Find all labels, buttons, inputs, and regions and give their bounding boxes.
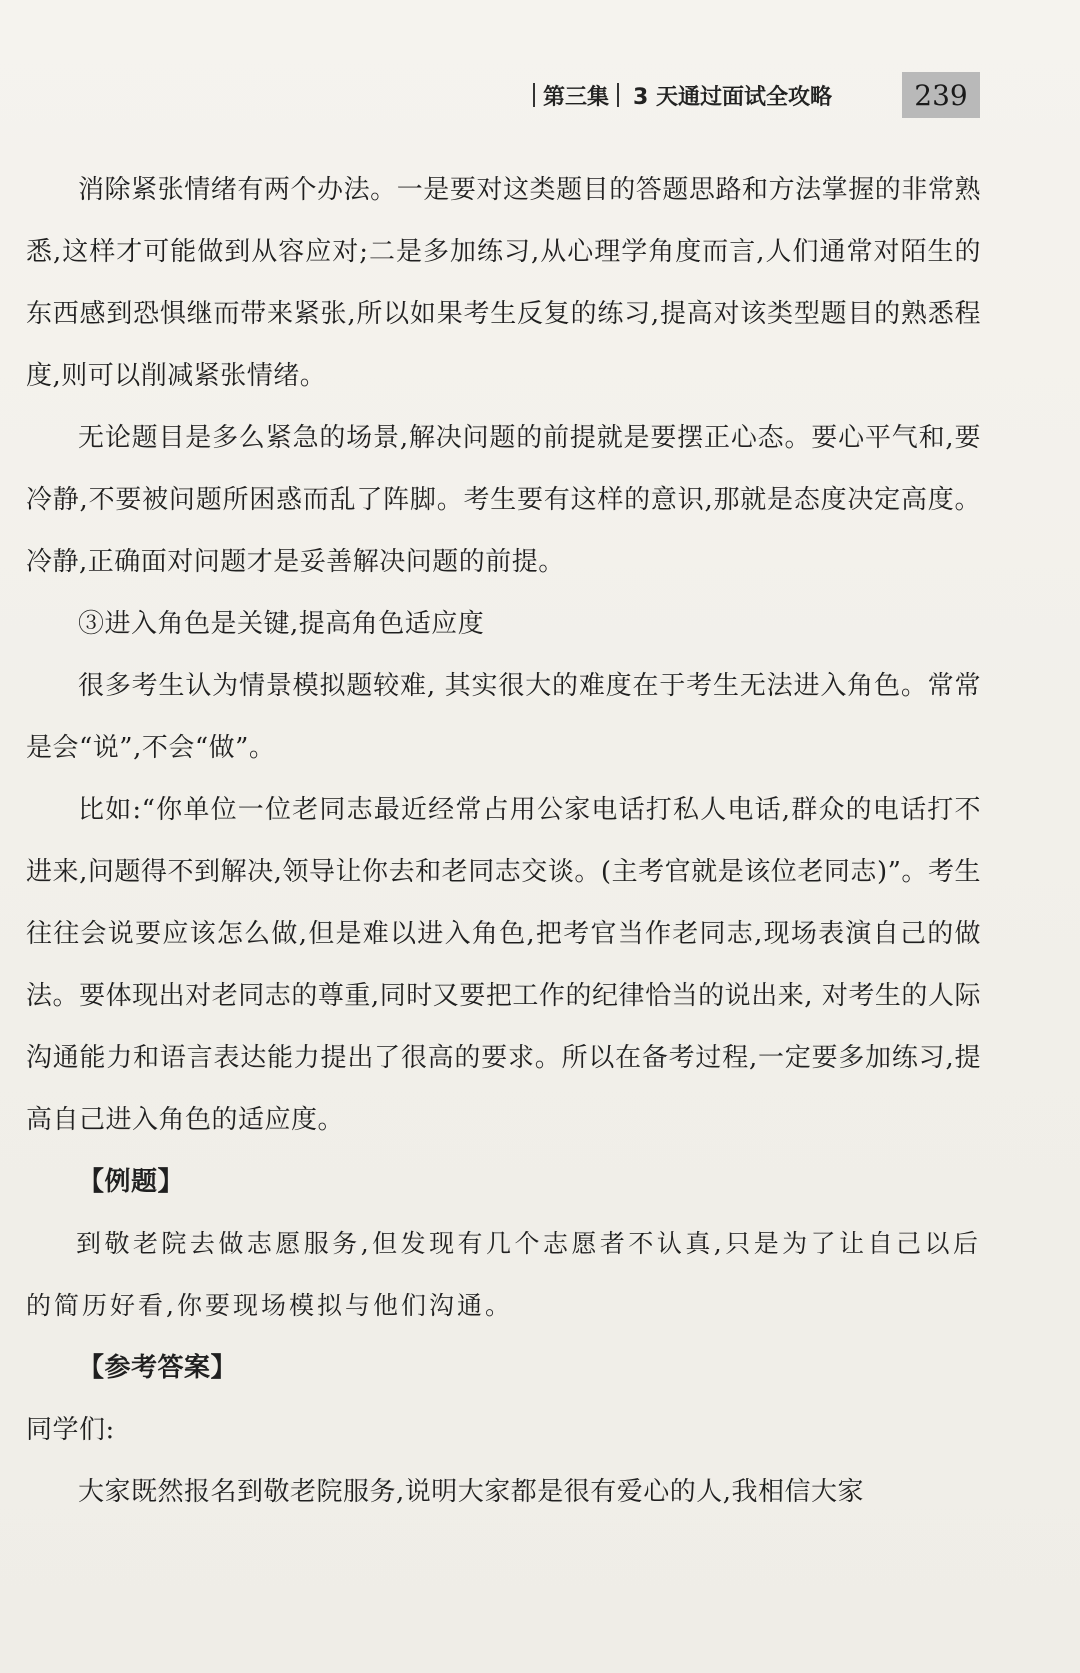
paragraph-example-phone: 比如:“你单位一位老同志最近经常占用公家电话打私人电话,群众的电话打不进来,问题得不到解决,领导让你去和老同志交谈。(主考官就是该位老同志)”。考生往往会说要应该怎么做,但是难以进入角色,把考官当作老同志,现场表演自己的做法。要体现出对老同志的尊重,同时又要把工作的纪律恰当的说出来, 对考生的人际沟通能力和语言表达能力提出了很高的要求。所以在备考过程,一定要多加练习,提高自己进入角色的适应度。 (26, 795, 982, 1135)
header-divider (617, 83, 619, 107)
answer-heading: 【参考答案】 (78, 1353, 238, 1383)
answer-greeting: 同学们: (26, 1415, 115, 1445)
paragraph-role-difficulty: 很多考生认为情景模拟题较难, 其实很大的难度在于考生无法进入角色。常常是会“说”,不会“做”。 (26, 671, 981, 763)
subheading-role: ③进入角色是关键,提高角色适应度 (78, 609, 485, 639)
header-section: 第三集 (543, 84, 610, 110)
page-number: 239 (902, 72, 980, 118)
example-question: 到敬老院去做志愿服务,但发现有几个志愿者不认真,只是为了让自己以后的简历好看,你要现场模拟与他们沟通。 (26, 1229, 981, 1320)
answer-paragraph: 大家既然报名到敬老院服务,说明大家都是很有爱心的人,我相信大家 (78, 1477, 865, 1507)
running-header (525, 72, 980, 118)
example-heading: 【例题】 (78, 1167, 185, 1197)
header-divider (533, 83, 535, 107)
paragraph-nervousness: 消除紧张情绪有两个办法。一是要对这类题目的答题思路和方法掌握的非常熟悉,这样才可能做到从容应对;二是多加练习,从心理学角度而言,人们通常对陌生的东西感到恐惧继而带来紧张,所以如果考生反复的练习,提高对该类型题目的熟悉程度,则可以削减紧张情绪。 (26, 175, 981, 391)
header-title: 3 天通过面试全攻略 (633, 84, 832, 110)
paragraph-mindset: 无论题目是多么紧急的场景,解决问题的前提就是要摆正心态。要心平气和,要冷静,不要被问题所困惑而乱了阵脚。考生要有这样的意识,那就是态度决定高度。冷静,正确面对问题才是妥善解决问题的前提。 (26, 423, 981, 577)
page-body (26, 159, 981, 1523)
